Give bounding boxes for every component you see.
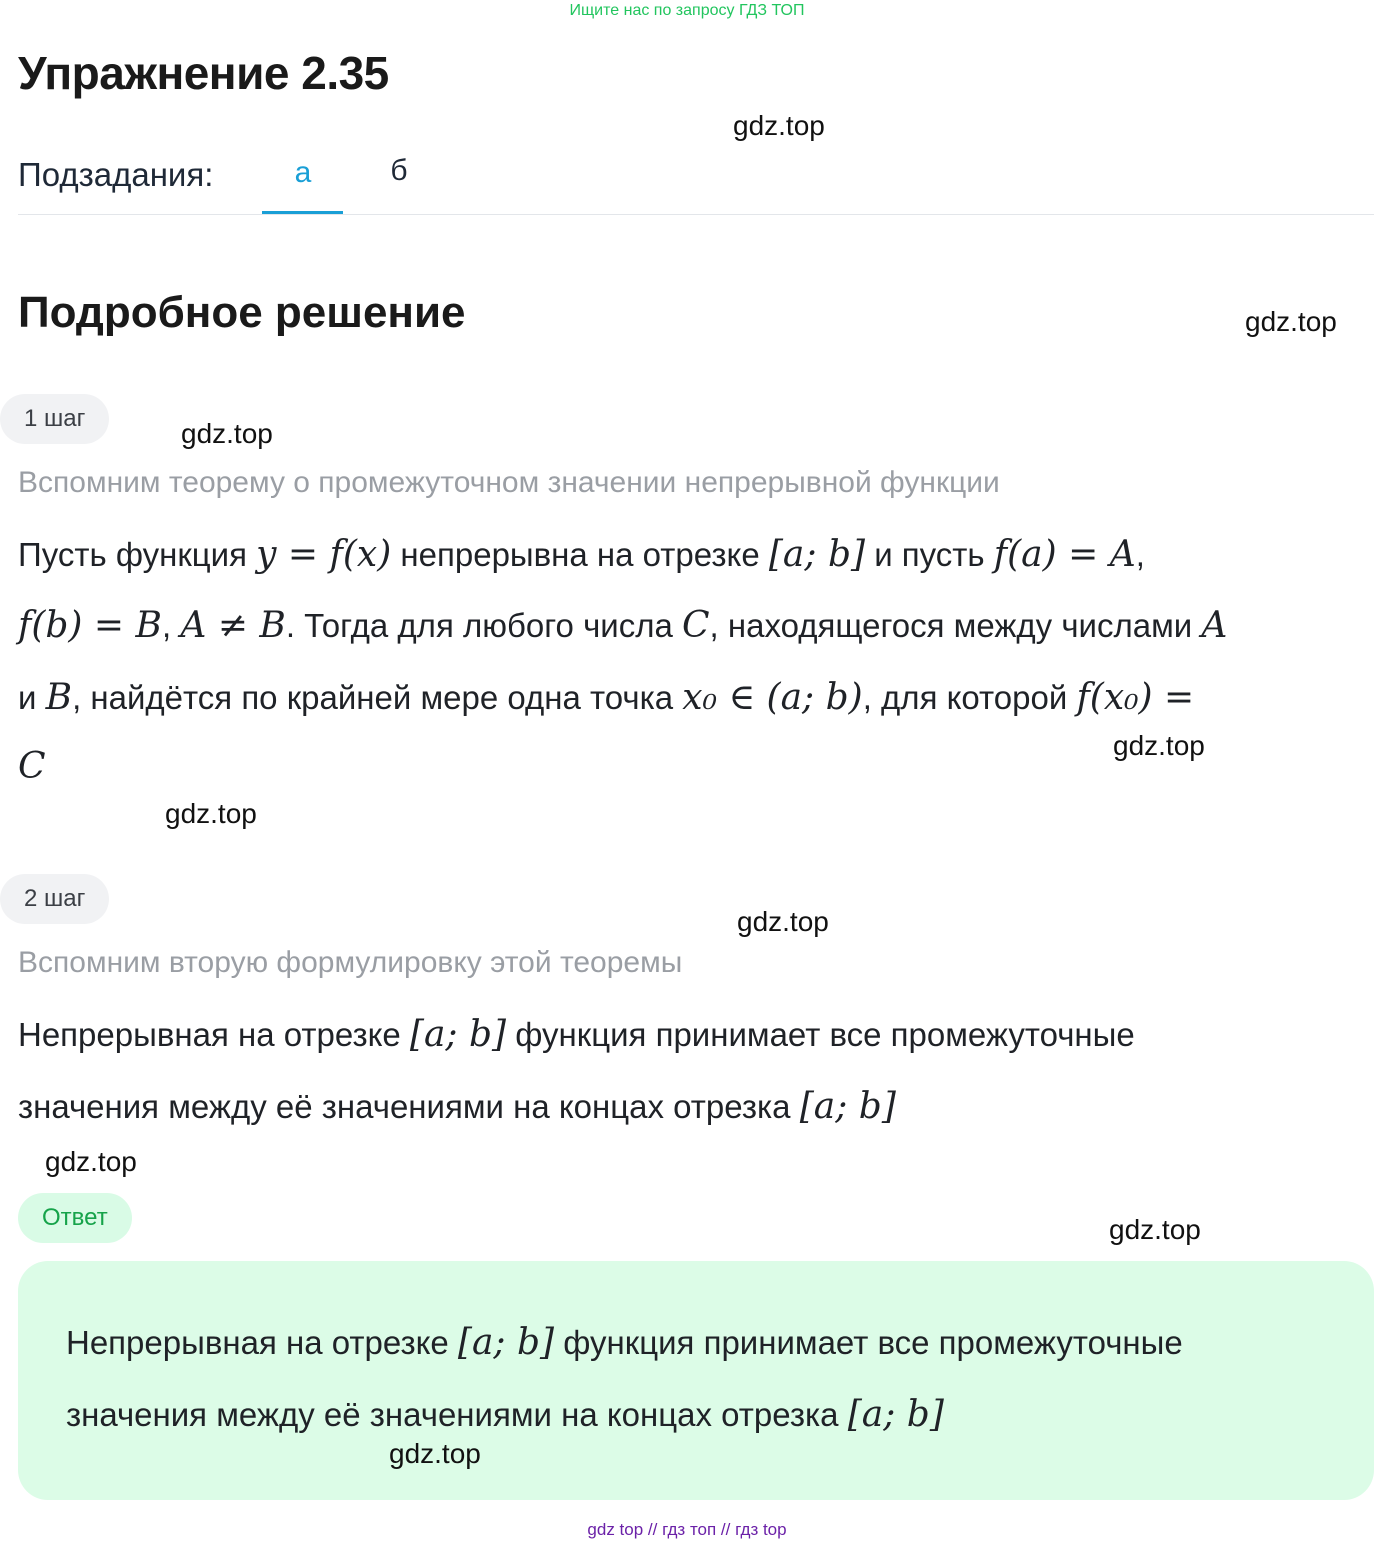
math-expression: y = f(x) <box>256 534 392 575</box>
section-title: Подробное решение <box>18 288 466 337</box>
math-expression: f(a) = A <box>993 534 1136 575</box>
text: Пусть функция <box>18 536 257 573</box>
watermark: gdz.top <box>1245 306 1337 337</box>
math-expression: [a; b] <box>768 534 866 575</box>
text: . Тогда для любого числа <box>285 607 682 644</box>
subtasks-label: Подзадания: <box>18 156 214 193</box>
search-banner: Ищите нас по запросу ГДЗ ТОП <box>569 2 805 19</box>
watermark: gdz.top <box>733 110 825 141</box>
text: , <box>161 607 181 644</box>
step-1-line-3 <box>18 677 1194 718</box>
text: Непрерывная на отрезке <box>66 1324 458 1361</box>
math-expression: [a; b] <box>799 1086 896 1127</box>
math-expression: C <box>681 605 710 646</box>
step-1-line-1 <box>18 534 1145 575</box>
footer-links[interactable]: gdz top // гдз топ // гдз top <box>587 1520 787 1539</box>
watermark: gdz.top <box>737 906 829 937</box>
math-expression: [a; b] <box>847 1394 944 1435</box>
text: и пусть <box>865 536 994 573</box>
answer-box <box>18 1261 1374 1500</box>
math-expression: B <box>45 677 73 718</box>
answer-line-1 <box>66 1322 1183 1363</box>
math-expression: f(x₀) = <box>1076 677 1195 718</box>
step-2-line-1 <box>18 1014 1135 1055</box>
text: значения между её значениями на концах отрезка <box>66 1396 848 1433</box>
watermark: gdz.top <box>1109 1214 1201 1245</box>
text: значения между её значениями на концах отрезка <box>18 1088 800 1125</box>
math-expression: C <box>18 746 46 787</box>
math-expression: f(b) = B <box>18 605 162 646</box>
watermark: gdz.top <box>181 418 273 449</box>
math-expression: [a; b] <box>409 1014 507 1055</box>
step-1-badge: 1 шаг <box>0 394 109 444</box>
step-2-line-2 <box>18 1086 896 1127</box>
step-2-hint: Вспомним вторую формулировку этой теоремы <box>18 946 683 979</box>
text: Непрерывная на отрезке <box>18 1016 410 1053</box>
text: , для которой <box>862 679 1077 716</box>
step-1-hint: Вспомним теорему о промежуточном значении непрерывной функции <box>18 466 1000 499</box>
page-title: Упражнение 2.35 <box>18 47 389 99</box>
tab-subtask-a[interactable]: а <box>294 156 312 189</box>
text: , <box>1135 536 1145 573</box>
step-1-line-4 <box>18 746 46 787</box>
math-expression: A ≠ B <box>180 605 286 646</box>
answer-line-2 <box>66 1394 944 1435</box>
text: функция принимает все промежуточные <box>506 1016 1135 1053</box>
watermark: gdz.top <box>165 798 257 829</box>
step-2-badge: 2 шаг <box>0 874 109 924</box>
text: , находящегося между числами <box>709 607 1202 644</box>
text: функция принимает все промежуточные <box>554 1324 1183 1361</box>
text: , найдётся по крайней мере одна точка <box>72 679 683 716</box>
math-expression: [a; b] <box>457 1322 555 1363</box>
watermark: gdz.top <box>1113 730 1205 761</box>
watermark: gdz.top <box>45 1146 137 1177</box>
math-expression: x₀ ∈ (a; b) <box>682 677 863 718</box>
math-expression: A <box>1201 605 1228 646</box>
tabs-divider <box>18 214 1374 215</box>
tab-subtask-b[interactable]: б <box>390 154 408 187</box>
text: непрерывна на отрезке <box>391 536 769 573</box>
text: и <box>18 679 46 716</box>
watermark: gdz.top <box>389 1438 481 1469</box>
answer-badge: Ответ <box>18 1193 132 1243</box>
step-1-line-2 <box>18 605 1227 646</box>
